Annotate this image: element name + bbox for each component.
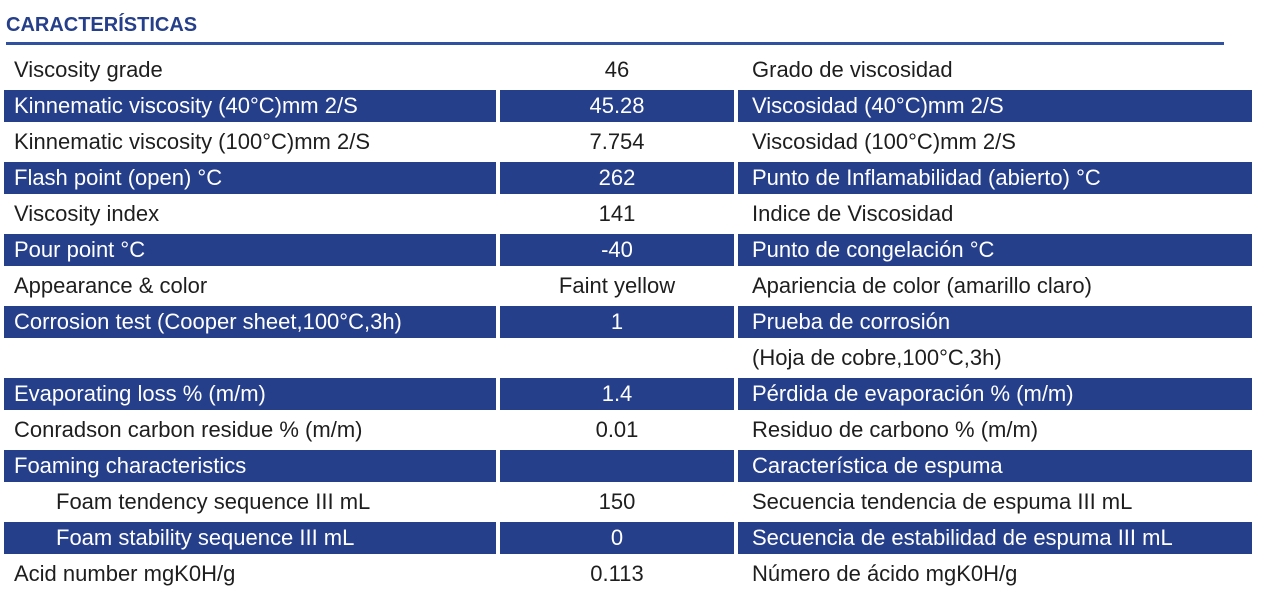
table-row	[0, 52, 1272, 88]
table-row	[0, 268, 1272, 304]
property-es: Secuencia tendencia de espuma III mL	[752, 489, 1133, 514]
table-row	[0, 160, 1272, 196]
property-value: 46	[604, 57, 630, 82]
property-en: Foam stability sequence III mL	[4, 522, 496, 554]
section-heading: CARACTERÍSTICAS	[6, 14, 198, 36]
property-value: 1	[500, 306, 734, 338]
property-en	[4, 342, 496, 374]
property-value: 45.28	[500, 90, 734, 122]
property-value: 141	[598, 201, 636, 226]
property-value: 0	[500, 522, 734, 554]
table-row	[0, 484, 1272, 520]
table-row	[0, 88, 1272, 124]
table-row	[0, 376, 1272, 412]
property-es: Número de ácido mgK0H/g	[752, 561, 1018, 586]
table-row	[0, 448, 1272, 484]
table-row	[0, 304, 1272, 340]
property-value: 7.754	[589, 129, 645, 154]
table-row	[0, 520, 1272, 556]
property-es: Secuencia de estabilidad de espuma III mL	[738, 522, 1252, 554]
property-es: Pérdida de evaporación % (m/m)	[738, 378, 1252, 410]
property-es: Viscosidad (100°C)mm 2/S	[752, 129, 1016, 154]
property-value	[500, 342, 734, 374]
property-value: 262	[500, 162, 734, 194]
property-value: Faint yellow	[558, 273, 676, 298]
property-en: Kinnematic viscosity (100°C)mm 2/S	[14, 129, 371, 154]
property-en: Viscosity grade	[14, 57, 163, 82]
property-en: Pour point °C	[4, 234, 496, 266]
property-en: Evaporating loss % (m/m)	[4, 378, 496, 410]
property-value: 150	[598, 489, 636, 514]
property-es: Indice de Viscosidad	[752, 201, 954, 226]
property-es: Punto de Inflamabilidad (abierto) °C	[738, 162, 1252, 194]
property-en: Kinnematic viscosity (40°C)mm 2/S	[4, 90, 496, 122]
property-value: 0.01	[595, 417, 639, 442]
property-es: Apariencia de color (amarillo claro)	[752, 273, 1092, 298]
property-en: Flash point (open) °C	[4, 162, 496, 194]
heading-underline	[6, 42, 1224, 45]
property-value: 0.113	[590, 561, 644, 586]
table-row	[0, 556, 1272, 592]
property-es: Característica de espuma	[738, 450, 1252, 482]
table-row	[0, 340, 1272, 376]
characteristics-table	[0, 52, 1272, 592]
property-value	[500, 450, 734, 482]
table-row	[0, 412, 1272, 448]
table-row	[0, 196, 1272, 232]
property-es: (Hoja de cobre,100°C,3h)	[752, 345, 1002, 370]
property-en: Foam tendency sequence III mL	[56, 489, 371, 514]
property-en: Foaming characteristics	[4, 450, 496, 482]
table-row	[0, 124, 1272, 160]
property-en: Acid number mgK0H/g	[14, 561, 236, 586]
property-value: 1.4	[500, 378, 734, 410]
property-es: Punto de congelación °C	[738, 234, 1252, 266]
property-en: Corrosion test (Cooper sheet,100°C,3h)	[4, 306, 496, 338]
property-es: Prueba de corrosión	[738, 306, 1252, 338]
property-es: Grado de viscosidad	[752, 57, 953, 82]
table-row	[0, 232, 1272, 268]
property-en: Appearance & color	[14, 273, 208, 298]
property-es: Residuo de carbono % (m/m)	[752, 417, 1039, 442]
property-value: -40	[500, 234, 734, 266]
property-en: Conradson carbon residue % (m/m)	[14, 417, 363, 442]
property-es: Viscosidad (40°C)mm 2/S	[738, 90, 1252, 122]
property-en: Viscosity index	[14, 201, 160, 226]
